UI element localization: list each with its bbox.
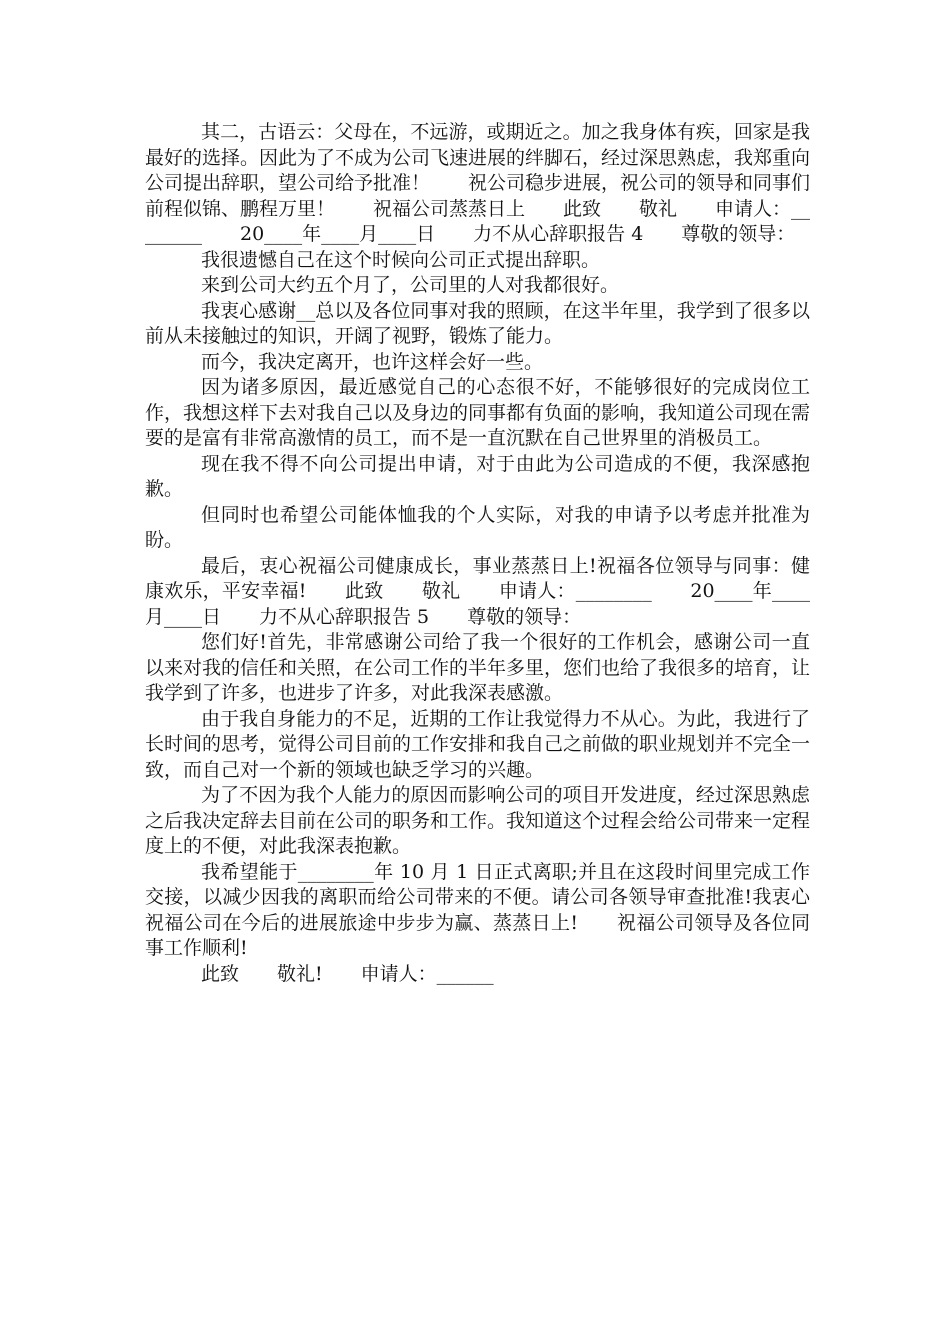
paragraph-5: 而今，我决定离开，也许这样会好一些。 <box>201 350 544 373</box>
paragraph-1: 其二，古语云：父母在，不远游，或期近之。加之我身体有疾，回家是我最好的选择。因此为了不成为公司飞速进展的绊脚石，经过深思熟虑，我郑重向公司提出辞职，望公司给予批准！ 祝公司稳步进展，祝公司的领导和同事们前程似锦、鹏程万里！ 祝福公司蒸蒸日上 此致 敬礼 申请人：________ 20____年____月____日 力不从心辞职报告 4 尊敬的领导： <box>145 121 811 245</box>
paragraph-12: 为了不因为我个人能力的原因而影响公司的项目开发进度，经过深思熟虑之后我决定辞去目前在公司的职务和工作。我知道这个过程会给公司带来一定程度上的不便，对此我深表抱歉。 <box>145 784 811 857</box>
paragraph-6: 因为诸多原因，最近感觉自己的心态很不好，不能够很好的完成岗位工作，我想这样下去对我自己以及身边的同事都有负面的影响，我知道公司现在需要的是富有非常高激情的员工，而不是一直沉默在自己世界里的消极员工。 <box>145 376 811 449</box>
paragraph-8: 但同时也希望公司能体恤我的个人实际，对我的申请予以考虑并批准为盼。 <box>145 503 810 551</box>
paragraph-7: 现在我不得不向公司提出申请，对于由此为公司造成的不便，我深感抱歉。 <box>145 452 810 500</box>
paragraph-3: 来到公司大约五个月了，公司里的人对我都很好。 <box>201 274 620 296</box>
document-body <box>145 120 810 987</box>
paragraph-10: 您们好!首先，非常感谢公司给了我一个很好的工作机会，感谢公司一直以来对我的信任和关照，在公司工作的半年多里，您们也给了我很多的培育，让我学到了许多，也进步了许多，对此我深表感激。 <box>145 631 811 704</box>
paragraph-2: 我很遗憾自己在这个时候向公司正式提出辞职。 <box>201 248 601 271</box>
paragraph-11: 由于我自身能力的不足，近期的工作让我觉得力不从心。为此，我进行了长时间的思考，觉得公司目前的工作安排和我自己之前做的职业规划并不完全一致，而自己对一个新的领域也缺乏学习的兴趣。 <box>145 707 811 781</box>
paragraph-9: 最后，衷心祝福公司健康成长，事业蒸蒸日上!祝福各位领导与同事：健康欢乐，平安幸福! 此致 敬礼 申请人：________ 20____年____月____日 力不从心辞职报告 5 尊敬的领导： <box>145 554 810 628</box>
paragraph-4: 我衷心感谢__总以及各位同事对我的照顾，在这半年里，我学到了很多以前从未接触过的知识，开阔了视野，锻炼了能力。 <box>145 299 810 347</box>
paragraph-13: 我希望能于________年 10 月 1 日正式离职;并且在这段时间里完成工作交接，以减少因我的离职而给公司带来的不便。请公司各领导审查批准!我衷心祝福公司在今后的进展旅途中步步为赢、蒸蒸日上! 祝福公司领导及各位同事工作顺利! <box>145 860 810 959</box>
paragraph-14: 此致 敬礼! 申请人：______ <box>201 962 494 985</box>
